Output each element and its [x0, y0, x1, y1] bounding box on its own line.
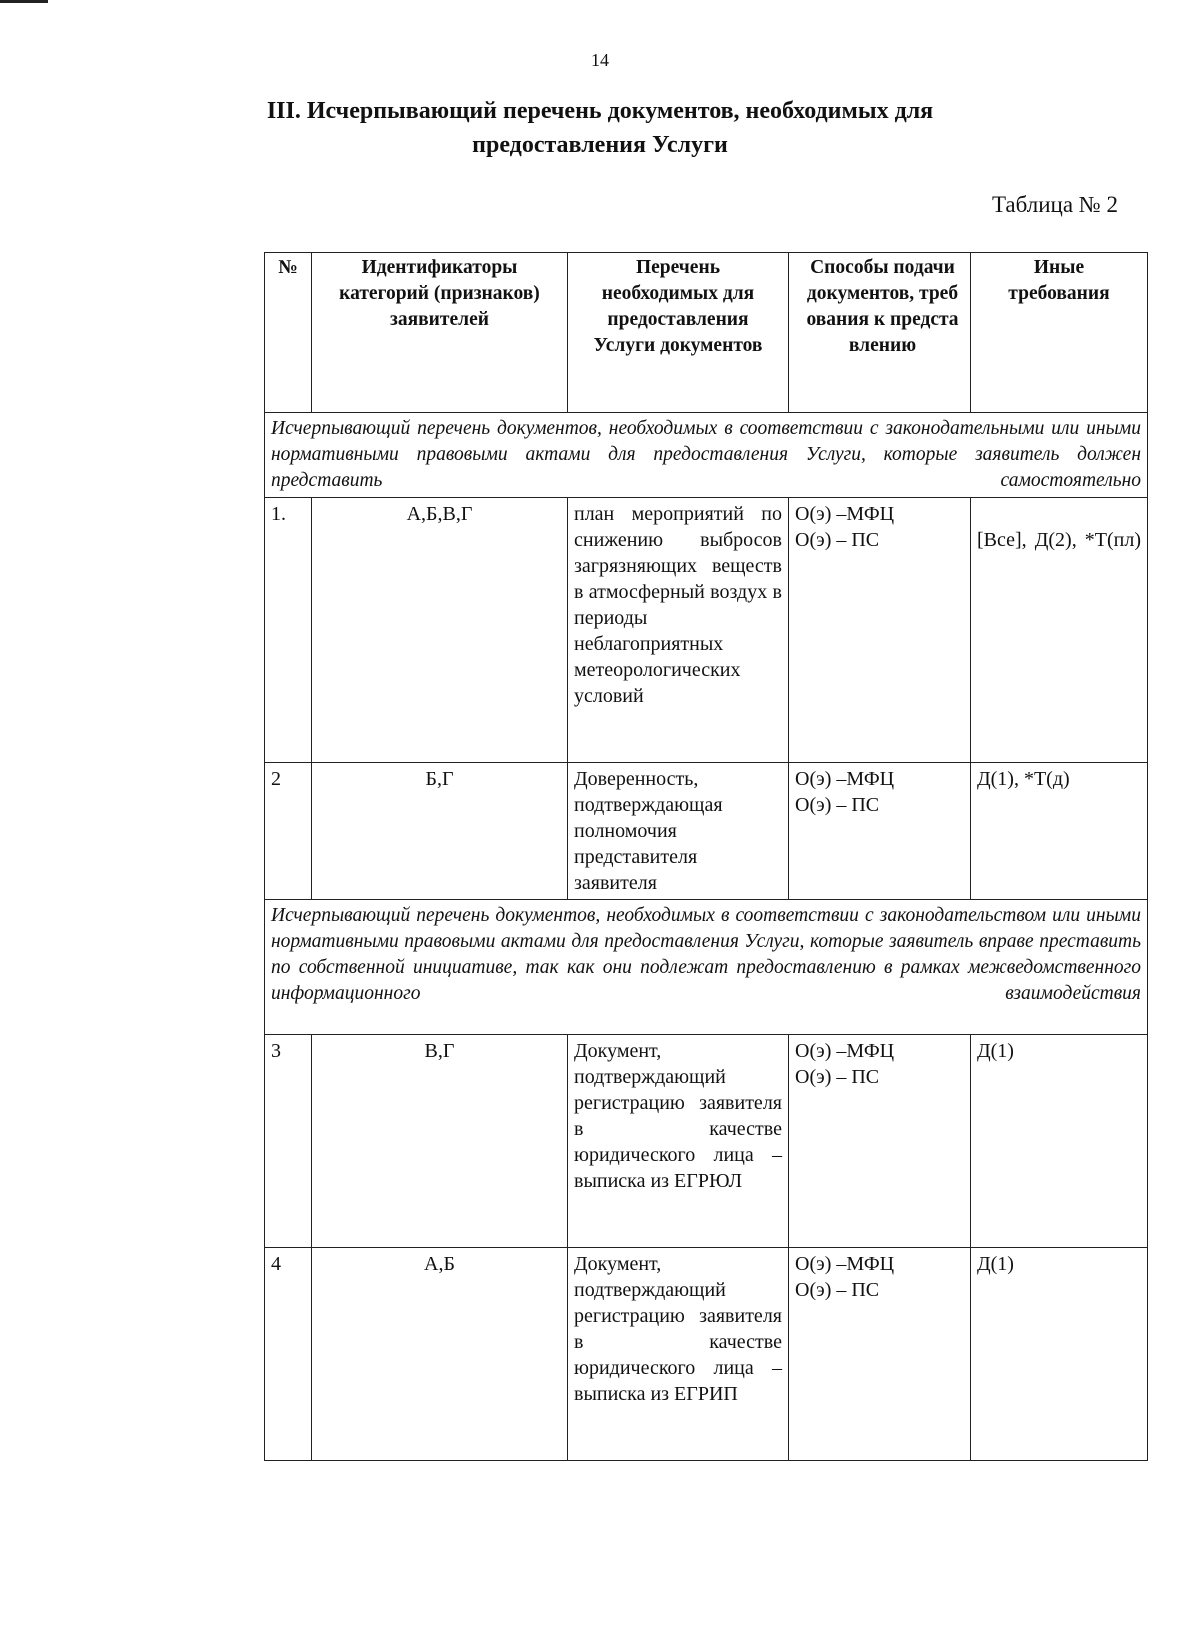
table-row — [265, 1035, 1148, 1248]
method-mfc: О(э) –МФЦ — [795, 1040, 895, 1062]
row-methods — [789, 1035, 971, 1248]
method-mfc: О(э) –МФЦ — [795, 503, 895, 525]
scan-corner-mark — [0, 0, 48, 3]
header-other-requirements: Иные требования — [971, 253, 1148, 413]
row-categories: В,Г — [312, 1035, 568, 1248]
method-mfc: О(э) –МФЦ — [795, 1253, 895, 1275]
row-categories: А,Б — [312, 1248, 568, 1461]
table-row — [265, 763, 1148, 900]
row-number: 4 — [265, 1248, 312, 1461]
row-methods — [789, 498, 971, 763]
row-document: Документ, подтверждающий регистрацию заявителя в качестве юридического лица – выписка из ЕГРИП — [568, 1248, 789, 1461]
method-ps: О(э) – ПС — [795, 529, 880, 551]
method-mfc: О(э) –МФЦ — [795, 768, 895, 790]
row-number: 2 — [265, 763, 312, 900]
header-methods: Способы подачи документов, требования к представлению — [789, 253, 971, 413]
header-documents: Перечень необходимых для предоставления Услуги документов — [568, 253, 789, 413]
row-methods — [789, 1248, 971, 1461]
row-methods — [789, 763, 971, 900]
row-categories: Б,Г — [312, 763, 568, 900]
section-optional-text: Исчерпывающий перечень документов, необходимых в соответствии с законодательством или иными нормативными правовыми актами для предоставления Услуги, которые заявитель вправе преставить по собственной инициативе, так как они подлежат предоставлению в рамках межведомственного информационного взаимодействия — [265, 900, 1148, 1035]
row-requirements: Д(1) — [971, 1035, 1148, 1248]
section-mandatory-text: Исчерпывающий перечень документов, необходимых в соответствии с законодательными или иными нормативными правовыми актами для предоставления Услуги, которые заявитель должен представить самостоятельно — [265, 413, 1148, 498]
header-no: № — [265, 253, 312, 413]
row-number: 3 — [265, 1035, 312, 1248]
section-title-line-1: III. Исчерпывающий перечень документов, необходимых для — [266, 98, 934, 124]
table-row — [265, 498, 1148, 763]
page-number: 14 — [591, 50, 609, 70]
section-row-mandatory — [265, 413, 1148, 498]
row-categories: А,Б,В,Г — [312, 498, 568, 763]
section-row-optional — [265, 900, 1148, 1035]
table-caption: Таблица № 2 — [991, 192, 1118, 217]
method-ps: О(э) – ПС — [795, 794, 880, 816]
row-document: план мероприятий по снижению выбросов загрязняющих веществ в атмосферный воздух в периоды неблагоприятных метеорологических условий — [568, 498, 789, 763]
table-header-row — [265, 253, 1148, 413]
row-requirements — [971, 498, 1148, 763]
row-requirements: Д(1) — [971, 1248, 1148, 1461]
section-title — [150, 94, 1050, 162]
requirements-text: [Все], Д(2), *Т(пл) — [977, 529, 1141, 551]
row-document: Доверенность, подтверждающая полномочия представителя заявителя — [568, 763, 789, 900]
documents-table — [264, 252, 1148, 1461]
method-ps: О(э) – ПС — [795, 1279, 880, 1301]
section-title-line-2: предоставления Услуги — [472, 132, 728, 158]
method-ps: О(э) – ПС — [795, 1066, 880, 1088]
row-number: 1. — [265, 498, 312, 763]
header-categories: Идентификаторы категорий (признаков) заявителей — [312, 253, 568, 413]
table-row — [265, 1248, 1148, 1461]
row-document: Документ, подтверждающий регистрацию заявителя в качестве юридического лица – выписка из ЕГРЮЛ — [568, 1035, 789, 1248]
row-requirements: Д(1), *Т(д) — [971, 763, 1148, 900]
